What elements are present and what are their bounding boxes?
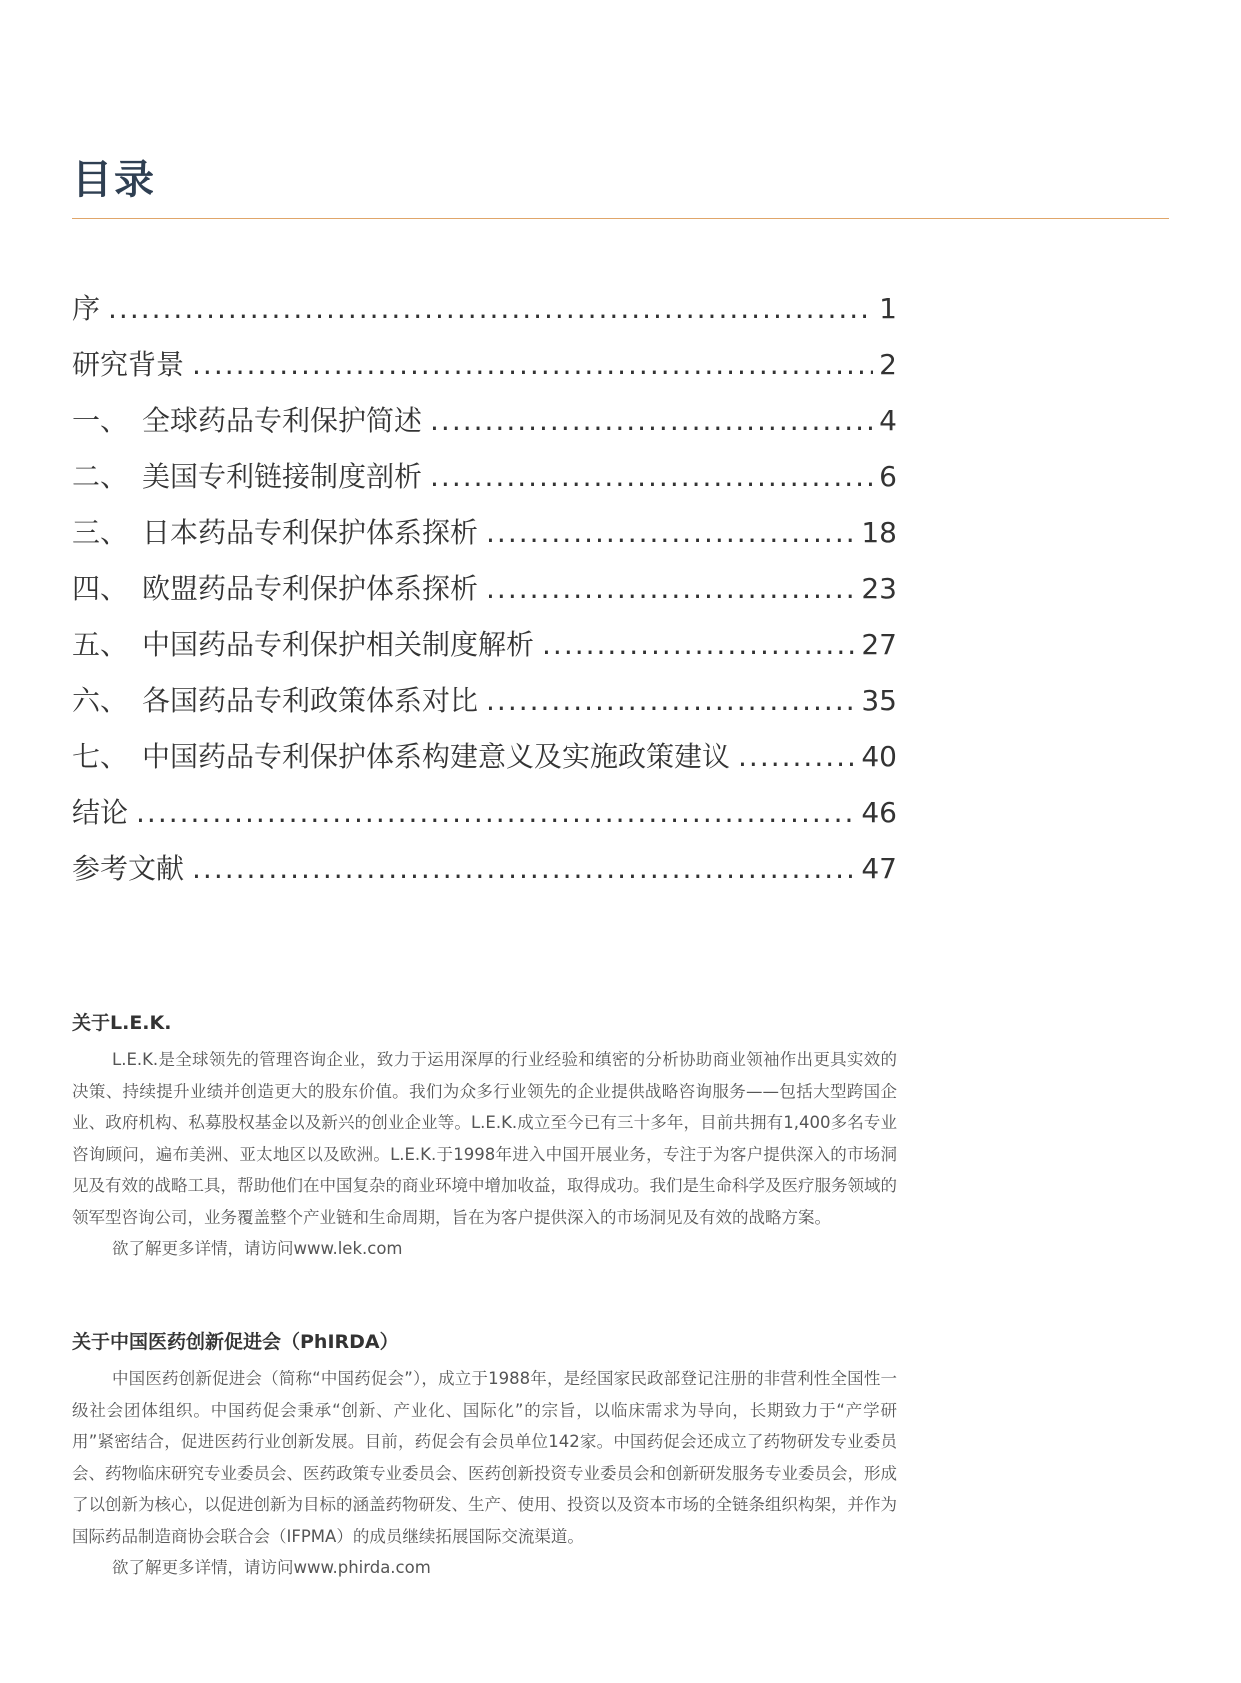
about-lek-heading: 关于L.E.K.	[72, 1012, 172, 1034]
toc-entry-label: 美国专利链接制度剖析	[142, 460, 423, 493]
toc-entry-number: 二、	[72, 460, 129, 493]
toc-entry-label: 研究背景	[72, 348, 185, 381]
toc-entry-label: 欧盟药品专利保护体系探析	[142, 572, 479, 605]
toc-entry[interactable]	[72, 343, 897, 399]
toc-entry-page: 27	[861, 628, 897, 661]
toc-leader-dots	[738, 740, 855, 773]
toc-leader-dots	[192, 852, 855, 885]
toc-entry-page: 1	[879, 292, 897, 325]
toc-entry-page: 47	[861, 852, 897, 885]
title-divider	[72, 218, 1169, 219]
toc-entry-page: 18	[861, 516, 897, 549]
toc-leader-dots	[486, 684, 855, 717]
toc-entry-label: 参考文献	[72, 852, 185, 885]
toc-leader-dots	[486, 516, 855, 549]
toc-entry-number: 七、	[72, 740, 129, 773]
about-phirda-section	[72, 1327, 897, 1584]
toc-entry[interactable]	[72, 511, 897, 567]
toc-entry-number: 五、	[72, 628, 129, 661]
toc-entry[interactable]	[72, 847, 897, 903]
toc-entry-number: 四、	[72, 572, 129, 605]
toc-entry-number: 三、	[72, 516, 129, 549]
toc-entry[interactable]	[72, 567, 897, 623]
about-lek-section	[72, 1008, 897, 1265]
toc-entry-label: 全球药品专利保护简述	[142, 404, 423, 437]
toc-entry-label: 日本药品专利保护体系探析	[142, 516, 479, 549]
table-of-contents	[72, 287, 897, 903]
toc-entry-page: 23	[861, 572, 897, 605]
toc-entry-label: 序	[72, 292, 101, 325]
toc-entry-page: 40	[861, 740, 897, 773]
toc-entry-label: 中国药品专利保护体系构建意义及实施政策建议	[142, 740, 731, 773]
about-phirda-visit: 欲了解更多详情，请访问www.phirda.com	[112, 1558, 431, 1577]
toc-leader-dots	[108, 292, 873, 325]
toc-leader-dots	[430, 404, 873, 437]
toc-entry-label: 结论	[72, 796, 129, 829]
toc-entry-page: 2	[879, 348, 897, 381]
toc-leader-dots	[486, 572, 855, 605]
toc-entry-number: 一、	[72, 404, 129, 437]
about-phirda-heading: 关于中国医药创新促进会（PhIRDA）	[72, 1331, 399, 1353]
toc-entry[interactable]	[72, 679, 897, 735]
page-title: 目录	[72, 157, 156, 203]
about-lek-visit: 欲了解更多详情，请访问www.lek.com	[112, 1239, 403, 1258]
toc-leader-dots	[430, 460, 873, 493]
about-lek-body: L.E.K.是全球领先的管理咨询企业，致力于运用深厚的行业经验和缜密的分析协助商业领袖作出更具实效的决策、持续提升业绩并创造更大的股东价值。我们为众多行业领先的企业提供战略咨询服务——包括大型跨国企业、政府机构、私募股权基金以及新兴的创业企业等。L.E.K.成立至今已有三十多年，目前共拥有1,400多名专业咨询顾问，遍布美洲、亚太地区以及欧洲。L.E.K.于1998年进入中国开展业务，专注于为客户提供深入的市场洞见及有效的战略工具，帮助他们在中国复杂的商业环境中增加收益，取得成功。我们是生命科学及医疗服务领域的领军型咨询公司，业务覆盖整个产业链和生命周期，旨在为客户提供深入的市场洞见及有效的战略方案。	[72, 1050, 897, 1227]
toc-entry-label: 中国药品专利保护相关制度解析	[142, 628, 535, 661]
toc-entry[interactable]	[72, 735, 897, 791]
toc-entry[interactable]	[72, 455, 897, 511]
toc-entry[interactable]	[72, 623, 897, 679]
about-phirda-body: 中国医药创新促进会（简称“中国药促会”），成立于1988年，是经国家民政部登记注册的非营利性全国性一级社会团体组织。中国药促会秉承“创新、产业化、国际化”的宗旨，以临床需求为导向，长期致力于“产学研用”紧密结合，促进医药行业创新发展。目前，药促会有会员单位142家。中国药促会还成立了药物研发专业委员会、药物临床研究专业委员会、医药政策专业委员会、医药创新投资专业委员会和创新研发服务专业委员会，形成了以创新为核心，以促进创新为目标的涵盖药物研发、生产、使用、投资以及资本市场的全链条组织构架，并作为国际药品制造商协会联合会（IFPMA）的成员继续拓展国际交流渠道。	[72, 1369, 897, 1546]
toc-entry-page: 4	[879, 404, 897, 437]
toc-entry[interactable]	[72, 791, 897, 847]
toc-entry-number: 六、	[72, 684, 129, 717]
toc-entry-page: 46	[861, 796, 897, 829]
toc-leader-dots	[136, 796, 855, 829]
toc-entry-page: 35	[861, 684, 897, 717]
toc-entry-page: 6	[879, 460, 897, 493]
toc-leader-dots	[542, 628, 855, 661]
toc-entry[interactable]	[72, 287, 897, 343]
toc-entry[interactable]	[72, 399, 897, 455]
toc-entry-label: 各国药品专利政策体系对比	[142, 684, 479, 717]
toc-leader-dots	[192, 348, 873, 381]
